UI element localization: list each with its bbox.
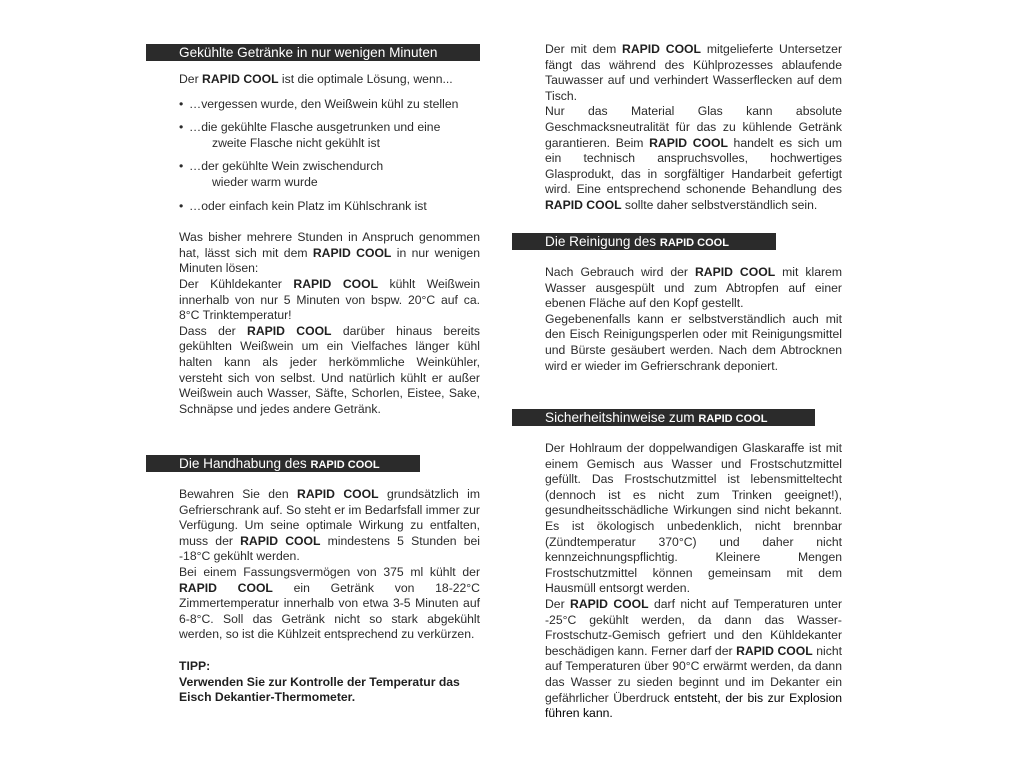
section-heading-chilled-drinks xyxy=(146,44,480,62)
section-heading-handling xyxy=(146,455,420,473)
heading-bar: Sicherheitshinweise zum RAPID COOL xyxy=(512,409,815,426)
paragraph: Der RAPID COOL darf nicht auf Temperaturen unter -25°C gekühlt werden, da dann das Wasser-Frostschutz-Gemisch gefriert und den Kühldekanter beschädigen kann. Ferner darf der RAPID COOL nicht auf Temperaturen über 90°C erwärmt werden, da dann das Wasser zu sieden beginnt und im Dekanter ein gefährlicher Überdruck entsteht, der bis zur Explosion führen kann. xyxy=(545,596,843,721)
paragraph: Gegebenenfalls kann er selbstverständlich auch mit den Eisch Reinigungsperlen oder mit Reinigungsmittel und Bürste gesäubert werden. Nach dem Abtrocknen wird er wieder im Gefrierschrank deponiert. xyxy=(545,311,842,373)
tip-label: TIPP: xyxy=(179,658,211,673)
heading-bar: Die Handhabung des RAPID COOL xyxy=(146,455,420,472)
paragraph: Bewahren Sie den RAPID COOL grundsätzlich im Gefrierschrank auf. So steht er im Bedarfsfall immer zur Verfügung. Um seine optimale Wirkung zu entfalten, muss der RAPID COOL mindestens 5 Stunden bei -18°C gekühlt werden. xyxy=(179,487,480,564)
section-safety xyxy=(512,441,842,722)
bullet-item: • …vergessen wurde, den Weißwein kühl zu stellen xyxy=(179,96,459,111)
heading-bar: Die Reinigung des RAPID COOL xyxy=(512,233,776,250)
paragraph: Was bisher mehrere Stunden in Anspruch genommen hat, lässt sich mit dem RAPID COOL in nur wenigen Minuten lösen: xyxy=(179,230,480,276)
tip-text: Verwenden Sie zur Kontrolle der Temperatur das Eisch Dekantier-Thermometer. xyxy=(179,674,460,705)
section-heading-cleaning xyxy=(512,233,776,251)
bullet-item: • …oder einfach kein Platz im Kühlschrank ist xyxy=(179,198,427,213)
heading-bar: Gekühlte Getränke in nur wenigen Minuten xyxy=(146,44,480,61)
section-cleaning xyxy=(512,265,842,374)
section-handling xyxy=(146,487,480,706)
bullet-item: • …der gekühlte Wein zwischendurch wieder warm wurde xyxy=(179,159,384,189)
paragraph: Der Kühldekanter RAPID COOL kühlt Weißwein innerhalb von nur 5 Minuten von bspw. 20°C auf ca. 8°C Trinktemperatur! xyxy=(179,276,481,323)
bullet-item: • …die gekühlte Flasche ausgetrunken und eine zweite Flasche nicht gekühlt ist xyxy=(179,120,441,150)
paragraph: Bei einem Fassungsvermögen von 375 ml kühlt der RAPID COOL ein Getränk von 18-22°C Zimmertemperatur innerhalb von etwa 3-5 Minuten auf 6-8°C. Soll das Getränk nicht so stark abgekühlt werden, so ist die Kühlzeit entsprechend zu verkürzen. xyxy=(179,564,480,642)
section-coaster xyxy=(512,42,842,214)
section-chilled-drinks xyxy=(146,72,480,417)
paragraph: Der mit dem RAPID COOL mitgelieferte Untersetzer fängt das während des Kühlprozesses ablaufende Tauwasser auf und verhindert Wasserflecken auf dem Tisch. xyxy=(545,42,842,103)
section-heading-safety xyxy=(512,409,815,427)
intro-line: Der RAPID COOL ist die optimale Lösung, wenn... xyxy=(179,72,453,86)
paragraph: Nur das Material Glas kann absolute Geschmacksneutralität für das zu kühlende Getränk garantieren. Beim RAPID COOL handelt es sich um ein technisch anspruchsvolles, hochwertiges Glasprodukt, das in sorgfältiger Handarbeit gefertigt wird. Eine entsprechend schonende Behandlung des RAPID COOL sollte daher selbstverständlich sein. xyxy=(545,104,842,212)
paragraph: Nach Gebrauch wird der RAPID COOL mit klarem Wasser ausgespült und zum Abtropfen auf einer ebenen Fläche auf den Kopf gestellt. xyxy=(545,265,842,311)
paragraph: Dass der RAPID COOL darüber hinaus bereits gekühlten Weißwein um ein Vielfaches länger kühl halten kann als jeder herkömmliche Weinkühler, versteht sich von selbst. Und natürlich kühlt er außer Weißwein auch Wasser, Säfte, Schorlen, Eistee, Sake, Schnäpse und jedes andere Getränk. xyxy=(179,323,481,416)
paragraph: Der Hohlraum der doppelwandigen Glaskaraffe ist mit einem Gemisch aus Wasser und Frostschutzmittel gefüllt. Das Frostschutzmittel ist lebensmitteltecht (dennoch ist es nicht zum Trinken geeignet!), gesundheitsschädliche Wirkungen sind nicht bekannt. Es ist ökologisch unbedenklich, nicht brennbar (Zündtemperatur 370°C) und daher nicht kennzeichnungspflichtig. Kleinere Mengen Frostschutzmittel können gemeinsam mit dem Hausmüll entsorgt werden. xyxy=(545,441,842,596)
